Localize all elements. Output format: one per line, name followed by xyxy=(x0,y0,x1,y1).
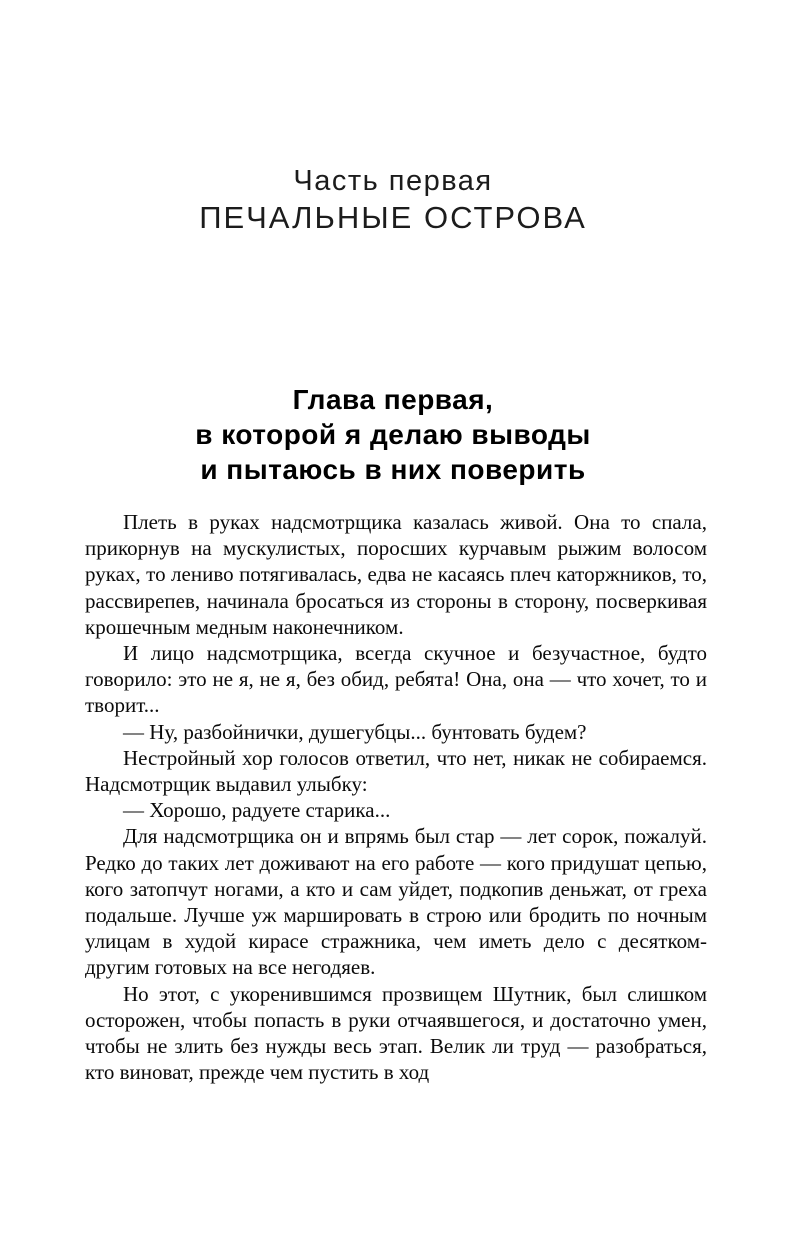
paragraph: Плеть в руках надсмотрщика казалась живой. Она то спала, прикорнув на мускулистых, поросших курчавым рыжим волосом руках, то лениво потягивалась, едва не касаясь плеч каторжников, то, рассвирепев, начинала бросаться из стороны в сторону, посверкивая крошечным медным наконечником. xyxy=(85,510,707,639)
paragraph: Но этот, с укоренившимся прозвищем Шутник, был слишком осторожен, чтобы попасть в руки отчаявшегося, и достаточно умен, чтобы не злить без нужды весь этап. Велик ли труд — разобраться, кто виноват, прежде чем пустить в ход xyxy=(85,981,707,1085)
body-text xyxy=(85,509,707,1085)
part-title xyxy=(0,163,786,236)
paragraph: И лицо надсмотрщика, всегда скучное и безучастное, будто говорило: это не я, не я, без обид, ребята! Она, она — что хочет, то и творит... xyxy=(85,641,707,718)
paragraph: — Хорошо, радуете старика... xyxy=(123,798,391,823)
paragraph: Для надсмотрщика он и впрямь был стар — лет сорок, пожалуй. Редко до таких лет доживают на его работе — кого придушат цепью, кого затопчут ногами, а кто и сам уйдет, подкопив деньжат, от греха подальше. Лучше уж маршировать в строю или бродить по ночным улицам в худой кирасе стражника, чем иметь дело с десятком-другим готовых на все негодяев. xyxy=(85,824,707,980)
chapter-heading-line: и пытаюсь в них поверить xyxy=(200,454,586,485)
chapter-heading-line: в которой я делаю выводы xyxy=(195,419,591,450)
part-label: Часть первая xyxy=(293,165,493,197)
chapter-heading-line: Глава первая, xyxy=(292,384,494,415)
paragraph: Нестройный хор голосов ответил, что нет, никак не собираемся. Надсмотрщик выдавил улыбку: xyxy=(85,745,707,797)
part-name: ПЕЧАЛЬНЫЕ ОСТРОВА xyxy=(199,200,587,235)
chapter-heading xyxy=(0,382,786,487)
paragraph: — Ну, разбойнички, душегубцы... бунтовать будем? xyxy=(123,719,587,744)
